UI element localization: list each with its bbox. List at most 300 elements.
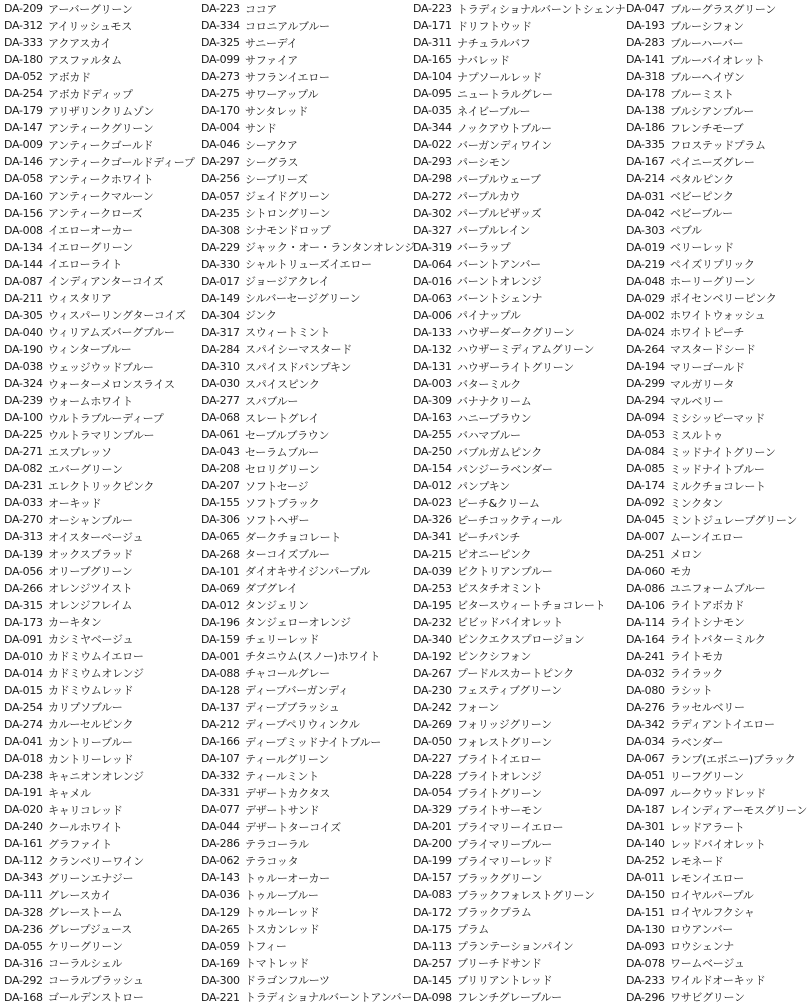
- color-name: タンジェローオレンジ: [245, 616, 351, 630]
- color-name: アボカド: [48, 70, 91, 84]
- color-code: DA-100: [4, 411, 43, 425]
- color-name: ロウシェンナ: [670, 940, 734, 954]
- color-name: バーントアンバー: [457, 258, 541, 272]
- color-code: DA-031: [626, 189, 665, 203]
- list-item: [4, 85, 197, 102]
- color-code: DA-255: [413, 428, 452, 442]
- color-code: DA-191: [4, 786, 43, 800]
- list-item: [4, 972, 197, 989]
- list-item: [413, 716, 622, 733]
- color-name: ブルーヘイヴン: [670, 70, 745, 84]
- color-code: DA-315: [4, 598, 43, 612]
- color-name: ウィンターブルー: [48, 343, 132, 357]
- color-code: DA-342: [626, 717, 665, 731]
- list-item: [201, 955, 409, 972]
- color-code: DA-163: [413, 411, 452, 425]
- color-name: ナバレッド: [457, 53, 510, 67]
- color-name: スパイスドパンプキン: [245, 360, 352, 374]
- list-item: [626, 188, 782, 205]
- list-item: [626, 494, 782, 511]
- color-name: カントリーレッド: [48, 752, 134, 766]
- color-name: コーラルシェル: [48, 957, 123, 971]
- color-name: ベビーピンク: [670, 190, 734, 204]
- color-code: DA-014: [4, 666, 43, 680]
- color-name: ビクトリアンブルー: [457, 565, 553, 579]
- color-name: ロウアンバー: [670, 923, 733, 937]
- color-code: DA-211: [4, 291, 43, 305]
- list-item: [626, 511, 798, 528]
- color-name: ウォーターメロンスライス: [48, 377, 175, 391]
- color-name: ソフトセージ: [245, 479, 309, 493]
- color-code: DA-174: [626, 479, 665, 493]
- color-name: ジンク: [245, 309, 277, 323]
- color-name: ペタルピンク: [670, 172, 734, 186]
- list-item: [4, 170, 197, 187]
- list-item: [4, 801, 197, 818]
- color-name: パイナップル: [457, 309, 521, 323]
- list-item: [4, 375, 197, 392]
- color-name: ワサビグリーン: [670, 991, 745, 1005]
- list-item: [413, 546, 622, 563]
- color-name: グリーンエナジー: [48, 871, 134, 885]
- color-code: DA-304: [201, 308, 240, 322]
- list-item: [201, 750, 409, 767]
- list-item: [413, 188, 622, 205]
- list-item: [4, 307, 197, 324]
- list-item: [626, 375, 782, 392]
- list-item: [201, 477, 409, 494]
- color-name: ブルーミスト: [670, 87, 734, 101]
- color-code: DA-212: [201, 717, 240, 731]
- list-item: [4, 205, 197, 222]
- color-name: シャルトリューズイエロー: [245, 258, 372, 272]
- list-item: [4, 665, 197, 682]
- color-code: DA-057: [201, 189, 240, 203]
- color-name: グレープジュース: [48, 923, 132, 937]
- color-name: シーアクア: [245, 138, 298, 152]
- color-code: DA-175: [413, 922, 452, 936]
- color-code: DA-292: [4, 973, 43, 987]
- list-item: [4, 239, 197, 256]
- list-item: [201, 119, 409, 136]
- color-code: DA-068: [201, 411, 240, 425]
- list-item: [413, 136, 622, 153]
- list-item: [201, 733, 409, 750]
- list-item: [413, 801, 622, 818]
- color-name: ホワイトウォッシュ: [670, 309, 766, 323]
- color-name: バナナクリーム: [457, 394, 532, 408]
- color-code: DA-020: [4, 803, 43, 817]
- color-code: DA-087: [4, 274, 43, 288]
- list-item: [4, 51, 197, 68]
- color-code: DA-250: [413, 445, 452, 459]
- color-code: DA-003: [413, 377, 452, 391]
- color-code: DA-061: [201, 428, 240, 442]
- color-code: DA-168: [4, 990, 43, 1004]
- list-item: [626, 460, 782, 477]
- color-code: DA-270: [4, 513, 43, 527]
- list-item: [201, 631, 409, 648]
- color-name: ルークウッドレッド: [670, 786, 766, 800]
- list-item: [4, 222, 197, 239]
- list-item: [413, 869, 622, 886]
- color-code: DA-235: [201, 206, 240, 220]
- list-item: [201, 648, 409, 665]
- color-code: DA-132: [413, 342, 452, 356]
- color-name: カルーセルピンク: [48, 718, 134, 732]
- color-name: コーラルブラッシュ: [48, 974, 144, 988]
- list-item: [626, 886, 782, 903]
- list-item: [413, 341, 622, 358]
- list-item: [4, 477, 197, 494]
- list-item: [201, 205, 409, 222]
- list-item: [4, 341, 197, 358]
- color-name: ビビッドバイオレット: [457, 616, 563, 630]
- color-code: DA-186: [626, 121, 665, 135]
- color-name: カドミウムイエロー: [48, 650, 144, 664]
- color-name: スパイシーマスタード: [245, 343, 352, 357]
- color-code: DA-050: [413, 735, 452, 749]
- color-name: ブラックグリーン: [457, 871, 543, 885]
- color-code: DA-239: [4, 394, 43, 408]
- color-code: DA-112: [4, 854, 43, 868]
- color-name: ブルーグラスグリーン: [670, 2, 777, 16]
- color-code: DA-144: [4, 257, 43, 271]
- color-code: DA-313: [4, 530, 43, 544]
- color-name: マルガリータ: [670, 377, 735, 391]
- list-item: [4, 409, 197, 426]
- color-code: DA-007: [626, 530, 665, 544]
- list-item: [4, 614, 197, 631]
- color-name: ライトバターミルク: [670, 633, 766, 647]
- color-name: ペブル: [670, 224, 702, 238]
- color-name: フォーン: [457, 701, 500, 715]
- color-code: DA-256: [201, 172, 240, 186]
- color-name: ブラックプラム: [457, 906, 532, 919]
- color-name: ブライトオレンジ: [457, 769, 542, 783]
- list-item: [413, 648, 622, 665]
- color-name: ティールグリーン: [245, 752, 330, 766]
- list-item: [413, 563, 622, 580]
- list-item: [4, 460, 197, 477]
- list-item: [201, 546, 409, 563]
- color-code: DA-293: [413, 155, 452, 169]
- color-code: DA-334: [201, 19, 240, 33]
- color-name: テラコッタ: [245, 854, 299, 868]
- color-code: DA-159: [201, 632, 240, 646]
- list-item: [413, 170, 622, 187]
- color-code: DA-044: [201, 820, 240, 834]
- list-item: [201, 852, 409, 869]
- color-code: DA-328: [4, 905, 43, 919]
- color-code: DA-199: [413, 854, 452, 868]
- list-item: [201, 597, 409, 614]
- list-item: [413, 375, 622, 392]
- list-item: [201, 341, 409, 358]
- color-code: DA-267: [413, 666, 452, 680]
- color-code: DA-111: [4, 888, 43, 902]
- color-name: フレンチグレーブルー: [457, 991, 562, 1005]
- color-name: ジェイドグリーン: [245, 190, 330, 204]
- color-name: ジャック・オー・ランタンオレンジ: [245, 241, 415, 255]
- color-code: DA-194: [626, 360, 665, 373]
- color-name: ロイヤルパープル: [670, 888, 754, 902]
- column-4: [626, 0, 807, 1006]
- list-item: [201, 716, 409, 733]
- list-item: [413, 852, 622, 869]
- color-name: トラディショナルバーントシェンナ: [457, 2, 626, 16]
- color-code: DA-172: [413, 905, 452, 919]
- color-name: ライラック: [670, 667, 723, 681]
- color-code: DA-078: [626, 956, 665, 970]
- list-item: [201, 392, 409, 409]
- color-name: シトロングリーン: [245, 207, 331, 221]
- color-code: DA-008: [4, 223, 43, 237]
- list-item: [626, 921, 782, 938]
- color-code: DA-045: [626, 513, 665, 527]
- list-item: [626, 597, 782, 614]
- color-code: DA-084: [626, 445, 665, 459]
- color-code: DA-274: [4, 717, 43, 731]
- color-code: DA-157: [413, 871, 452, 885]
- color-name: ベビーブルー: [670, 207, 733, 221]
- list-item: [201, 426, 409, 443]
- color-name: オレンジフレイム: [48, 599, 133, 613]
- list-item: [4, 358, 197, 375]
- color-code: DA-104: [413, 70, 452, 84]
- color-name: フレンチモーブ: [670, 121, 744, 135]
- color-code: DA-088: [201, 666, 240, 680]
- color-name: ミッドナイトグリーン: [670, 445, 776, 459]
- color-code: DA-236: [4, 922, 43, 936]
- color-code: DA-254: [4, 700, 43, 714]
- list-item: [626, 580, 782, 597]
- list-item: [626, 307, 782, 324]
- color-code: DA-035: [413, 104, 452, 118]
- color-code: DA-022: [413, 138, 452, 152]
- color-code: DA-004: [201, 121, 240, 135]
- list-item: [413, 682, 622, 699]
- color-name: ディープブラッシュ: [245, 701, 340, 715]
- color-code: DA-095: [413, 87, 452, 101]
- color-name: フロステッドプラム: [670, 138, 766, 152]
- list-item: [413, 955, 622, 972]
- list-item: [4, 528, 197, 545]
- color-code: DA-173: [4, 615, 43, 629]
- color-code: DA-039: [413, 564, 452, 578]
- color-code: DA-030: [201, 377, 240, 391]
- color-name: ハウザーライトグリーン: [457, 360, 574, 374]
- list-item: [201, 886, 409, 903]
- list-item: [413, 921, 622, 938]
- color-name: ホーリーグリーン: [670, 275, 756, 289]
- list-item: [626, 153, 782, 170]
- list-item: [626, 392, 782, 409]
- color-code: DA-011: [626, 871, 665, 885]
- list-item: [626, 528, 782, 545]
- list-item: [626, 34, 782, 51]
- color-name: レモンイエロー: [670, 871, 744, 885]
- color-code: DA-130: [626, 922, 665, 936]
- list-item: [4, 938, 197, 955]
- color-name: デザートカクタス: [245, 786, 331, 800]
- color-code: DA-091: [4, 632, 43, 646]
- color-name: ポイセンベリーピンク: [670, 292, 777, 306]
- list-item: [4, 546, 197, 563]
- color-name: セロリグリーン: [245, 462, 320, 476]
- color-code: DA-138: [626, 104, 665, 118]
- list-item: [413, 972, 622, 989]
- list-item: [201, 34, 409, 51]
- color-name: サファイア: [245, 53, 298, 67]
- color-name: ワームベージュ: [670, 957, 745, 971]
- color-name: バーガンディワイン: [457, 138, 552, 152]
- list-item: [626, 102, 782, 119]
- list-item: [413, 392, 622, 409]
- color-code: DA-227: [413, 752, 452, 766]
- color-code: DA-294: [626, 394, 665, 408]
- list-item: [201, 869, 409, 886]
- list-item: [413, 0, 626, 17]
- color-code: DA-113: [413, 939, 452, 953]
- list-item: [4, 631, 197, 648]
- color-name: オリーブグリーン: [48, 565, 133, 579]
- list-item: [626, 631, 782, 648]
- color-name: ディープバーガンディ: [245, 684, 349, 698]
- color-name: ビタースウィートチョコレート: [457, 599, 606, 613]
- color-name: グレースカイ: [48, 888, 112, 902]
- color-name: アンティークグリーン: [48, 121, 154, 135]
- color-code: DA-063: [413, 291, 452, 305]
- list-item: [4, 580, 197, 597]
- list-item: [4, 392, 197, 409]
- color-name: キャリコレッド: [48, 803, 123, 817]
- color-code: DA-284: [201, 342, 240, 356]
- list-item: [201, 989, 413, 1006]
- color-code: DA-265: [201, 922, 240, 936]
- color-name: トゥルーオーカー: [245, 871, 330, 885]
- color-name: ムーンイエロー: [670, 530, 744, 544]
- color-name: スパブルー: [245, 394, 299, 408]
- color-name: トフィー: [245, 940, 287, 954]
- color-name: レッドバイオレット: [670, 837, 766, 851]
- list-item: [413, 818, 622, 835]
- color-code: DA-010: [4, 649, 43, 663]
- list-item: [201, 222, 409, 239]
- list-item: [201, 818, 409, 835]
- color-code: DA-214: [626, 172, 665, 186]
- color-name: ブリリアントレッド: [457, 974, 553, 988]
- color-code: DA-324: [4, 377, 43, 391]
- color-name: イエローオーカー: [48, 224, 133, 238]
- list-item: [626, 51, 782, 68]
- list-item: [4, 68, 197, 85]
- list-item: [4, 648, 197, 665]
- color-name: ティールミント: [245, 769, 319, 783]
- list-item: [626, 733, 782, 750]
- color-name: トゥルーレッド: [245, 906, 320, 919]
- color-code: DA-331: [201, 786, 240, 800]
- color-name: エスプレッソ: [48, 445, 112, 459]
- color-code: DA-149: [201, 291, 240, 305]
- list-item: [201, 358, 409, 375]
- list-item: [201, 801, 409, 818]
- color-code: DA-106: [626, 598, 665, 612]
- list-item: [4, 188, 197, 205]
- color-name: ピーチ&クリーム: [457, 496, 540, 510]
- color-code: DA-170: [201, 104, 240, 118]
- color-name: ダークチョコレート: [245, 530, 341, 544]
- color-code: DA-140: [626, 837, 665, 851]
- color-name: ウィスパーリングターコイズ: [48, 309, 186, 323]
- list-item: [626, 0, 782, 17]
- list-item: [201, 563, 409, 580]
- color-code: DA-042: [626, 206, 665, 220]
- color-name: サンタレッド: [245, 104, 309, 118]
- color-code: DA-036: [201, 888, 240, 902]
- list-item: [626, 205, 782, 222]
- color-name: パンジーラベンダー: [457, 462, 553, 476]
- list-item: [4, 682, 197, 699]
- color-name: ブルーハーバー: [670, 36, 744, 50]
- color-code: DA-040: [4, 325, 43, 339]
- color-name: アスファルタム: [48, 53, 122, 67]
- color-name: ワイルドオーキッド: [670, 974, 766, 988]
- list-item: [201, 0, 409, 17]
- color-name: ミルクチョコレート: [670, 479, 766, 493]
- list-item: [626, 68, 782, 85]
- list-item: [413, 307, 622, 324]
- color-name: ウルトラブルーディープ: [48, 411, 164, 425]
- list-item: [4, 784, 197, 801]
- color-code: DA-317: [201, 325, 240, 339]
- list-item: [626, 477, 782, 494]
- color-code: DA-300: [201, 973, 240, 987]
- color-code: DA-254: [4, 87, 43, 101]
- list-item: [201, 460, 409, 477]
- list-item: [4, 699, 197, 716]
- list-item: [201, 784, 409, 801]
- color-code: DA-330: [201, 257, 240, 271]
- list-item: [626, 546, 782, 563]
- list-item: [201, 51, 409, 68]
- color-name: セーブルブラウン: [245, 428, 330, 442]
- color-name: テラコーラル: [245, 837, 309, 851]
- color-code: DA-298: [413, 172, 452, 186]
- list-item: [413, 886, 622, 903]
- color-name: ライトモカ: [670, 650, 724, 664]
- color-name: グレーストーム: [48, 906, 123, 919]
- list-item: [413, 767, 622, 784]
- color-code: DA-272: [413, 189, 452, 203]
- list-item: [201, 528, 409, 545]
- list-item: [201, 239, 415, 256]
- color-name: ジョージアクレイ: [245, 275, 330, 289]
- color-name: ゴールデンストロー: [48, 991, 144, 1005]
- list-item: [413, 528, 622, 545]
- color-code: DA-325: [201, 36, 240, 50]
- list-item: [201, 136, 409, 153]
- color-name: プラム: [457, 923, 489, 937]
- color-name: オックスブラッド: [48, 548, 133, 562]
- color-code: DA-032: [626, 666, 665, 680]
- color-code: DA-219: [626, 257, 665, 271]
- color-name: ウェッジウッドブルー: [48, 360, 154, 374]
- color-code: DA-268: [201, 547, 240, 561]
- color-name: スレートグレイ: [245, 411, 320, 425]
- color-code: DA-083: [413, 888, 452, 902]
- color-name: バーントシェンナ: [457, 292, 543, 306]
